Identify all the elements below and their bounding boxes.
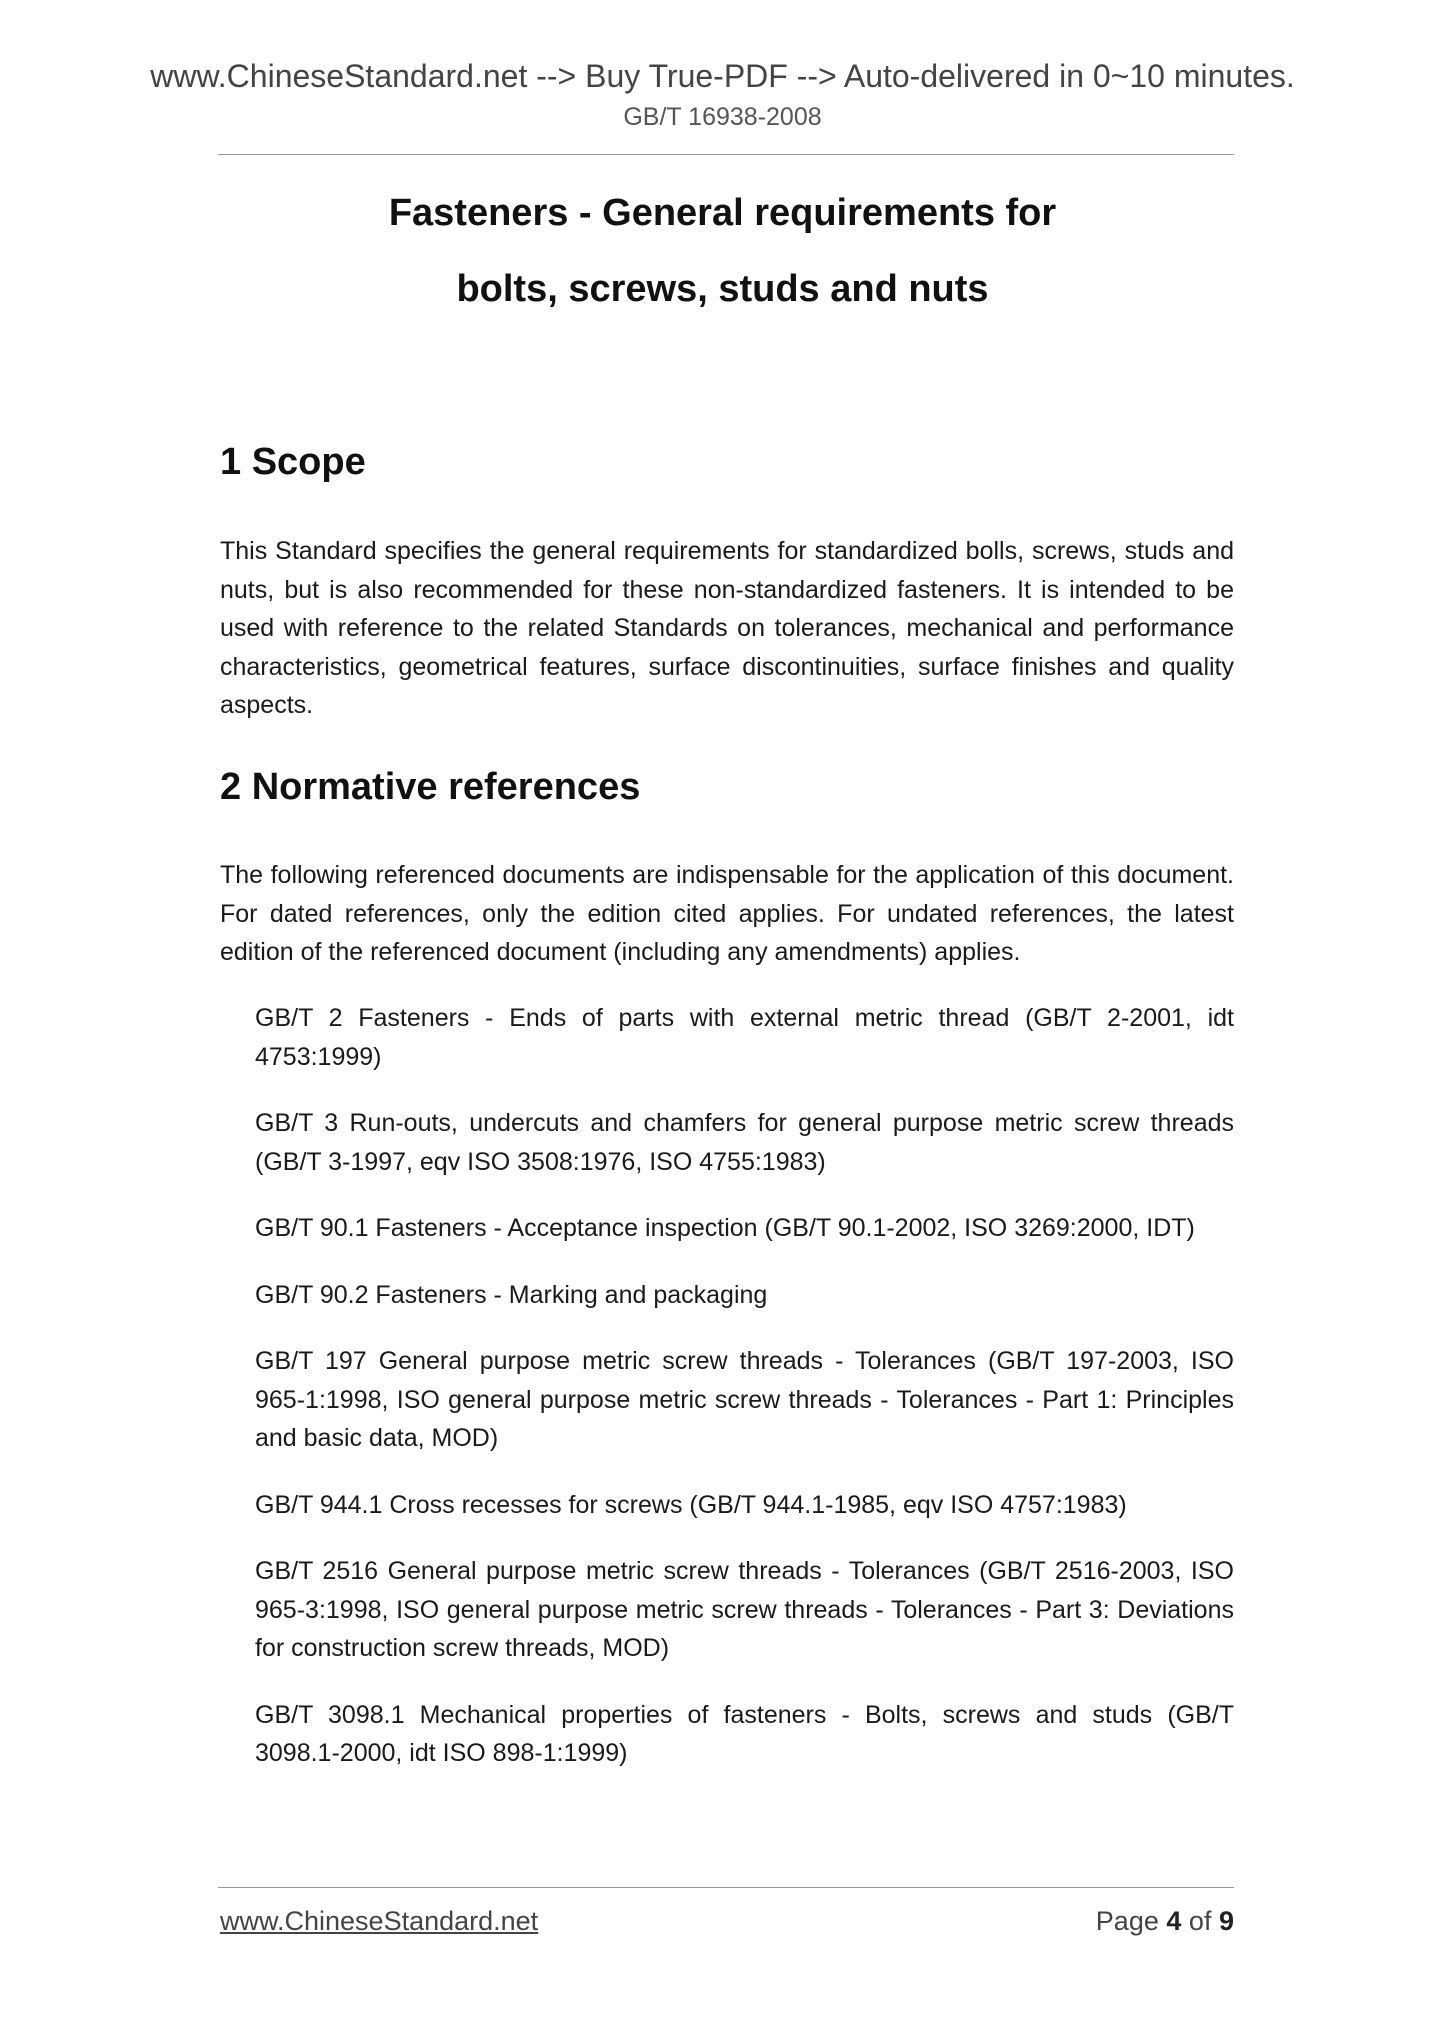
- footer-site-link[interactable]: www.ChineseStandard.net: [220, 1906, 539, 1936]
- page-current: 4: [1166, 1906, 1182, 1936]
- page-indicator: [1096, 1906, 1234, 1937]
- reference-item: GB/T 2 Fasteners - Ends of parts with external metric thread (GB/T 2-2001, idt 4753:1999): [255, 1004, 1234, 1071]
- normative-references-paragraph: The following referenced documents are indispensable for the application of this document. For dated references, only the edition cited applies. For undated references, the latest edition of the referenced document (including any amendments) applies.: [220, 861, 1234, 966]
- header-divider: [218, 154, 1234, 155]
- document-title-line-2: bolts, screws, studs and nuts: [456, 268, 989, 310]
- reference-item: GB/T 2516 General purpose metric screw threads - Tolerances (GB/T 2516-2003, ISO 965-3:1998, ISO general purpose metric screw threads - Tolerances - Part 3: Deviations for construction screw threads, MOD): [255, 1557, 1234, 1662]
- reference-item: GB/T 3 Run-outs, undercuts and chamfers for general purpose metric screw threads (GB/T 3-1997, eqv ISO 3508:1976, ISO 4755:1983): [255, 1109, 1234, 1176]
- scope-paragraph: This Standard specifies the general requirements for standardized bolls, screws, studs and nuts, but is also recommended for these non-standardized fasteners. It is intended to be used with reference to the related Standards on tolerances, mechanical and performance characteristics, geometrical features, surface discontinuities, surface finishes and quality aspects.: [220, 537, 1234, 719]
- footer-divider: [218, 1887, 1234, 1888]
- section-heading-normative-references: 2 Normative references: [220, 766, 641, 808]
- reference-item: GB/T 90.1 Fasteners - Acceptance inspection (GB/T 90.1-2002, ISO 3269:2000, IDT): [255, 1214, 1195, 1242]
- standard-code: GB/T 16938-2008: [623, 103, 822, 131]
- reference-item: GB/T 3098.1 Mechanical properties of fasteners - Bolts, screws and studs (GB/T 3098.1-2000, idt ISO 898-1:1999): [255, 1700, 1234, 1767]
- document-title-line-1: Fasteners - General requirements for: [388, 192, 1057, 234]
- page-of-label: of: [1188, 1906, 1212, 1936]
- section-heading-scope: 1 Scope: [220, 441, 366, 483]
- page-label: Page: [1095, 1906, 1159, 1936]
- reference-item: GB/T 197 General purpose metric screw threads - Tolerances (GB/T 197-2003, ISO 965-1:1998, ISO general purpose metric screw threads - Tolerances - Part 1: Principles and basic data, MOD): [255, 1347, 1234, 1452]
- reference-item: GB/T 944.1 Cross recesses for screws (GB/T 944.1-1985, eqv ISO 4757:1983): [255, 1490, 1127, 1519]
- header-banner: www.ChineseStandard.net --> Buy True-PDF --> Auto-delivered in 0~10 minutes.: [150, 58, 1295, 94]
- page-total: 9: [1218, 1906, 1234, 1936]
- reference-item: GB/T 90.2 Fasteners - Marking and packaging: [255, 1280, 768, 1309]
- reference-list: [255, 999, 1234, 1801]
